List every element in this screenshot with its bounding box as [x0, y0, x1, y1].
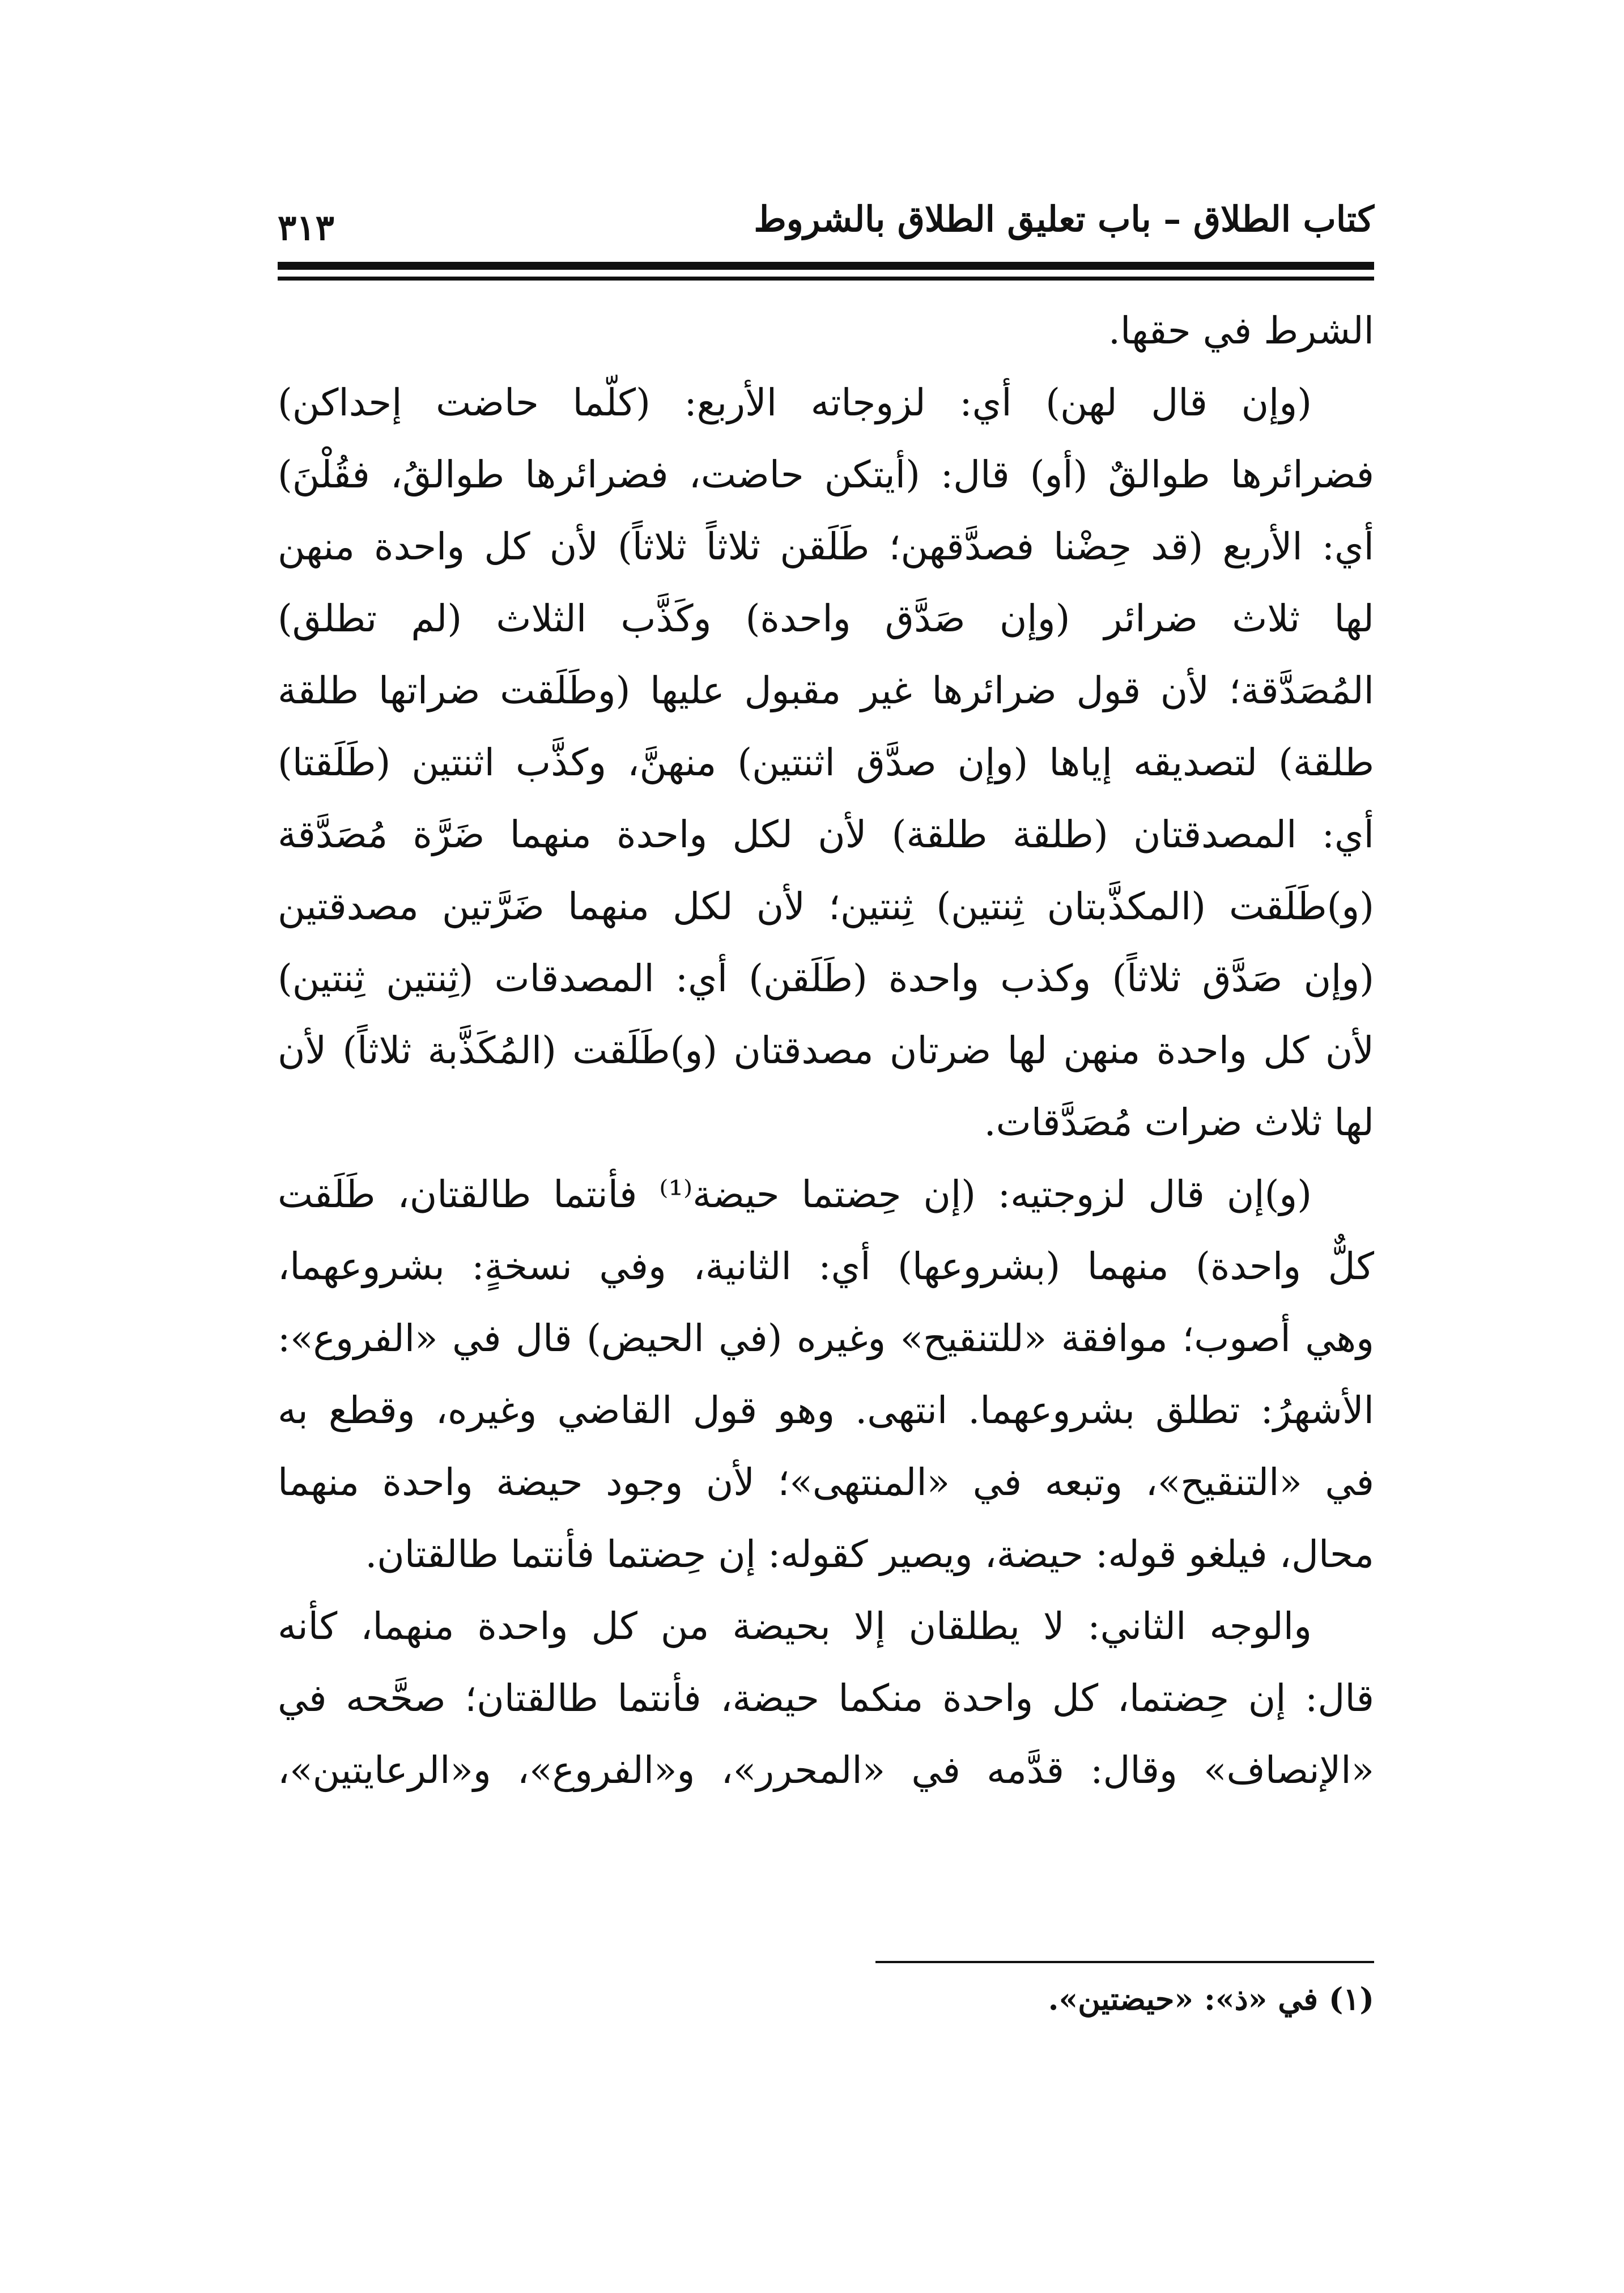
text-line: قال: إن حِضتما، كل واحدة منكما حيضة، فأنتما طالقتان؛ صحَّحه في	[278, 1676, 1374, 1720]
text-line: (وإن قال لهن) أي: لزوجاته الأربع: (كلّما حاضت إحداكن)	[278, 381, 1312, 424]
text-line: «الإنصاف» وقال: قدَّمه في «المحرر»، و«الفروع»، و«الرعايتين»،	[278, 1748, 1374, 1792]
text-line: فضرائرها طوالقٌ (أو) قال: (أيتكن حاضت، فضرائرها طوالقُ، فقُلْنَ)	[278, 453, 1374, 496]
page-number: ٣١٣	[278, 207, 334, 248]
text-line: وهي أصوب؛ موافقة «للتنقيح» وغيره (في الحيض) قال في «الفروع»:	[278, 1317, 1374, 1360]
running-header	[278, 187, 1374, 272]
text-line: لها ثلاث ضرائر (وإن صَدَّق واحدة) وكَذَّب الثلاث (لم تطلق)	[278, 597, 1374, 640]
header-title: كتاب الطلاق – باب تعليق الطلاق بالشروط	[754, 198, 1374, 240]
text-line: طلقة) لتصديقه إياها (وإن صدَّق اثنتين) منهنَّ، وكذَّب اثنتين (طَلَقتا)	[278, 741, 1374, 784]
text-line: (وإن صَدَّق ثلاثاً) وكذب واحدة (طَلَقن) أي: المصدقات (ثِنتين ثِنتين)	[278, 957, 1374, 1000]
text-line: المُصَدَّقة؛ لأن قول ضرائرها غير مقبول عليها (وطَلَقت ضراتها طلقة	[278, 669, 1374, 712]
text-line: لها ثلاث ضرات مُصَدَّقات.	[984, 1101, 1374, 1144]
text-line: الأشهرُ: تطلق بشروعهما. انتهى. وهو قول القاضي وغيره، وقطع به	[278, 1388, 1374, 1432]
text-line: كلٌّ واحدة) منهما (بشروعها) أي: الثانية، وفي نسخةٍ: بشروعهما،	[278, 1245, 1374, 1288]
text-line: الشرط في حقها.	[1108, 309, 1374, 353]
footnote: (١) في «ذ»: «حيضتين».	[1048, 1981, 1374, 2017]
text-line: والوجه الثاني: لا يطلقان إلا بحيضة من كل واحدة منهما، كأنه	[278, 1604, 1312, 1648]
text-line: محال، فيلغو قوله: حيضة، ويصير كقوله: إن حِضتما فأنتما طالقتان.	[365, 1532, 1374, 1576]
text-line: (و)طَلَقت (المكذَّبتان ثِنتين) ثِنتين؛ لأن لكل منهما ضَرَّتين مصدقتين	[278, 885, 1374, 928]
text-line: أي: الأربع (قد حِضْنا فصدَّقهن؛ طَلَقن ثلاثاً ثلاثاً) لأن كل واحدة منهن	[278, 525, 1374, 568]
header-rule-thick	[278, 262, 1374, 270]
text-line: لأن كل واحدة منهن لها ضرتان مصدقتان (و)طَلَقت (المُكَذَّبة ثلاثاً) لأن	[278, 1029, 1374, 1072]
footnote-separator	[875, 1961, 1374, 1963]
main-text	[278, 295, 1374, 1806]
text-line: في «التنقيح»، وتبعه في «المنتهى»؛ لأن وجود حيضة واحدة منهما	[278, 1460, 1374, 1504]
text-line: (و)إن قال لزوجتيه: (إن حِضتما حيضة⁽¹⁾ فأنتما طالقتان، طَلَقت	[278, 1173, 1312, 1216]
text-line: أي: المصدقتان (طلقة طلقة) لأن لكل واحدة منهما ضَرَّة مُصَدَّقة	[278, 813, 1374, 856]
header-rule-thin	[278, 277, 1374, 281]
